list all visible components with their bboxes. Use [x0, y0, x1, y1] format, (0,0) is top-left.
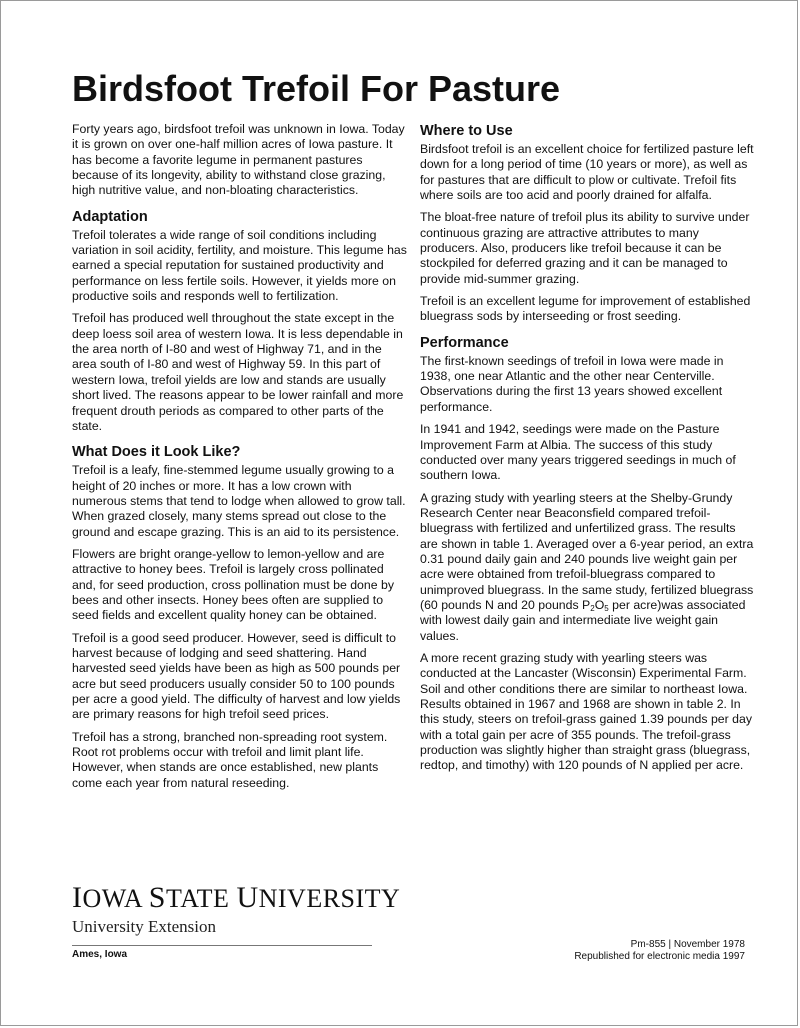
oxygen-symbol: O	[594, 597, 605, 612]
performance-paragraph-3-text-a: A grazing study with yearling steers at the Shelby-Grundy Research Center near Beaconsfield compared trefoil-bluegrass with fertilized and unfertilized grass. The results are shown in table 1. Averaged over a 6-year period, an extra 0.31 pound daily gain and 240 pounds live weight gain per acre were obtained from trefoil-bluegrass compared to unimproved bluegrass. In the same study, fertilized bluegrass (60 pounds N and 20 pounds P	[420, 490, 754, 612]
subscript-5: 5	[604, 603, 609, 613]
subscript-2: 2	[590, 603, 595, 613]
logo-divider	[72, 945, 372, 946]
intro-paragraph: Forty years ago, birdsfoot trefoil was unknown in Iowa. Today it is grown on over one-half million acres of Iowa pasture. It has become a favorite legume in permanent pastures because of its longevity, ability to withstand close grazing, high nutritive value, and non-bloating characteristics.	[72, 122, 405, 198]
section-heading-where-to-use: Where to Use	[420, 123, 513, 139]
appearance-paragraph-3: Trefoil is a good seed producer. However, seed is difficult to harvest because of lodging and seed shattering. Hand harvested seed yields have been as high as 500 pounds per acre but seed producers usually consider 50 to 100 pounds per acre a good yield. The difficulty of harvest and low yields are primary reasons for high trefoil seed prices.	[72, 630, 401, 722]
appearance-paragraph-1: Trefoil is a leafy, fine-stemmed legume usually growing to a height of 20 inches or more. It has a low crown with numerous stems that tend to lodge when allowed to grow tall. When grazed closely, many stems spread out close to the ground and escape grazing. This is an aid to its persistence.	[72, 463, 406, 539]
performance-paragraph-4: A more recent grazing study with yearling steers was conducted at the Lancaster (Wisconsin) Experimental Farm. Soil and other conditions there are similar to northeast Iowa. Results obtained in 1967 and 1968 are shown in table 2. In this study, steers on trefoil-grass gained 1.39 pounds per day with a total gain per acre of 355 pounds. The trefoil-grass production was slightly higher than straight grass (bluegrass, redtop, and timothy) with 120 pounds of N applied per acre.	[420, 650, 752, 773]
appearance-paragraph-4: Trefoil has a strong, branched non-spreading root system. Root rot problems occur with trefoil and limit plant life. However, when stands are once established, new plants come each year from natural reseeding.	[72, 729, 388, 790]
section-heading-adaptation: Adaptation	[72, 208, 148, 225]
location-label: Ames, Iowa	[72, 949, 128, 960]
extension-subtitle: University Extension	[72, 917, 217, 936]
section-heading-performance: Performance	[420, 334, 509, 351]
right-column	[420, 122, 756, 781]
where-paragraph-2: The bloat-free nature of trefoil plus its ability to survive under continuous grazing are attractive attributes to many producers. Also, producers like trefoil because it can be stockpiled for deferred grazing and it can be managed to provide mid-summer grazing.	[420, 210, 750, 286]
iowa-state-logo	[72, 881, 401, 946]
republished-note: Republished for electronic media 1997	[574, 951, 745, 962]
where-paragraph-1: Birdsfoot trefoil is an excellent choice for fertilized pasture left down for a long period of time (10 years or more), as well as for pastures that are difficult to plow or cultivate. Trefoil fits where soils are too acid and poorly drained for alfalfa.	[420, 142, 754, 203]
where-paragraph-3: Trefoil is an excellent legume for improvement of established bluegrass sods by interseeding or frost seeding.	[420, 294, 751, 324]
adaptation-paragraph-1: Trefoil tolerates a wide range of soil conditions including variation in soil acidity, fertility, and moisture. This legume has earned a special reputation for sustained productivity and performance on less fertile soils. However, it yields more on productive soils and responds well to fertilization.	[72, 227, 407, 304]
publication-info	[574, 939, 745, 963]
adaptation-paragraph-2: Trefoil has produced well throughout the state except in the deep loess soil area of western Iowa. It is less dependable in the area north of I-80 and west of Highway 71, and in the area south of I-80 and west of Highway 59. In this part of western Iowa, trefoil yields are low and stands are usually short lived. The reasons appear to be lower rainfall and more frequent drouth periods as compared to other parts of the state.	[72, 311, 404, 433]
left-column	[72, 122, 409, 798]
performance-paragraph-2: In 1941 and 1942, seedings were made on the Pasture Improvement Farm at Albia. The success of this study conducted over many years triggered seedings in much of southern Iowa.	[420, 422, 736, 483]
publication-number: Pm-855 | November 1978	[630, 939, 745, 950]
section-heading-appearance: What Does it Look Like?	[72, 444, 241, 461]
performance-paragraph-3-text-b: per acre)was associated with lowest daily gain and intermediate live weight gain values.	[420, 597, 746, 643]
page-title: Birdsfoot Trefoil For Pasture	[72, 68, 561, 109]
performance-paragraph-3	[420, 491, 756, 644]
performance-paragraph-1: The first-known seedings of trefoil in Iowa were made in 1938, one near Atlantic and the other near Centerville. Observations during the first 13 years showed excellent performance.	[420, 353, 724, 414]
appearance-paragraph-2: Flowers are bright orange-yellow to lemon-yellow and are attractive to honey bees. Trefoil is largely cross pollinated and, for seed production, cross pollination must be done by bees and other insects. Honey bees often are supplied to seed fields and excellent quality honey can be obtained.	[72, 546, 394, 623]
university-wordmark: IOWA STATE UNIVERSITY	[72, 881, 401, 914]
